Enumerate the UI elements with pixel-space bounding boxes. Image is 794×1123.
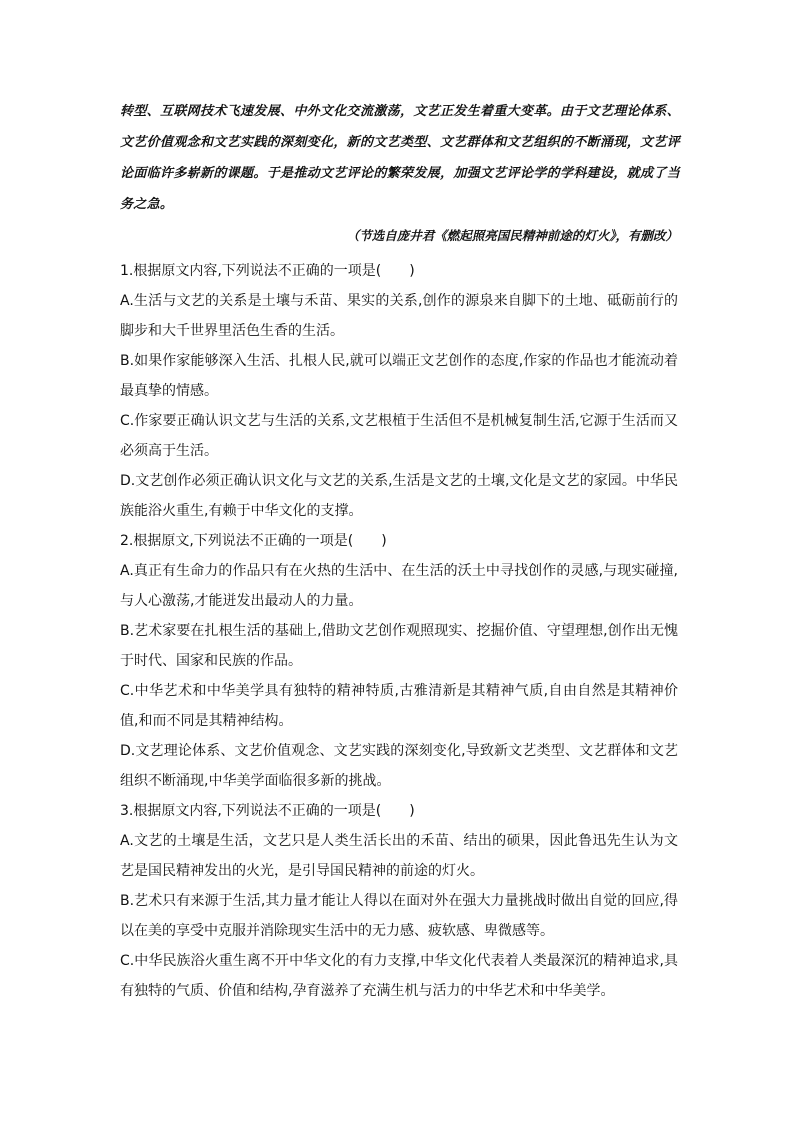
question-1 (120, 256, 678, 526)
question-3 (120, 796, 678, 1006)
question-2-title: 2.根据原文,下列说法不正确的一项是( ) (120, 533, 387, 549)
passage-paragraph: 转型、互联网技术飞速发展、中外文化交流激荡，文艺正发生着重大变革。由于文艺理论体系、文艺价值观念和文艺实践的深刻变化，新的文艺类型、文艺群体和文艺组织的不断涌现，文艺评论面临许多崭新的课题。于是推动文艺评论的繁荣发展，加强文艺评论学的学科建设，就成了当务之急。 (120, 104, 680, 212)
question-3-option-c: C.中华民族浴火重生离不开中华文化的有力支撑,中华文化代表着人类最深沉的精神追求,具有独特的气质、价值和结构,孕育滋养了充满生机与活力的中华艺术和中华美学。 (120, 953, 678, 999)
question-list (120, 256, 678, 1006)
question-2-option-d: D.文艺理论体系、文艺价值观念、文艺实践的深刻变化,导致新文艺类型、文艺群体和文艺组织不断涌现,中华美学面临很多新的挑战。 (120, 743, 678, 789)
question-2 (120, 526, 678, 796)
question-1-option-d: D.文艺创作必须正确认识文化与文艺的关系,生活是文艺的土壤,文化是文艺的家园。中华民族能浴火重生,有赖于中华文化的支撑。 (120, 473, 678, 519)
passage-source: （节选自庞井君《燃起照亮国民精神前途的灯火》，有删改） (346, 228, 678, 243)
question-2-option-a: A.真正有生命力的作品只有在火热的生活中、在生活的沃土中寻找创作的灵感,与现实碰撞,与人心激荡,才能迸发出最动人的力量。 (120, 563, 678, 609)
passage-excerpt (120, 96, 680, 220)
question-1-option-c: C.作家要正确认识文艺与生活的关系,文艺根植于生活但不是机械复制生活,它源于生活而又必须高于生活。 (120, 413, 678, 459)
question-1-title: 1.根据原文内容,下列说法不正确的一项是( ) (120, 263, 415, 279)
question-2-option-c: C.中华艺术和中华美学具有独特的精神特质,古雅清新是其精神气质,自由自然是其精神价值,和而不同是其精神结构。 (120, 683, 678, 729)
question-3-option-b: B.艺术只有来源于生活,其力量才能让人得以在面对外在强大力量挑战时做出自觉的回应,得以在美的享受中克服并消除现实生活中的无力感、疲软感、卑微感等。 (120, 893, 678, 939)
question-2-option-b: B.艺术家要在扎根生活的基础上,借助文艺创作观照现实、挖掘价值、守望理想,创作出无愧于时代、国家和民族的作品。 (120, 623, 678, 669)
question-1-option-a: A.生活与文艺的关系是土壤与禾苗、果实的关系,创作的源泉来自脚下的土地、砥砺前行的脚步和大千世界里活色生香的生活。 (120, 293, 678, 339)
question-3-title: 3.根据原文内容,下列说法不正确的一项是( ) (120, 803, 415, 819)
question-3-option-a: A.文艺的土壤是生活，文艺只是人类生活长出的禾苗、结出的硕果，因此鲁迅先生认为文艺是国民精神发出的火光，是引导国民精神的前途的灯火。 (120, 833, 678, 879)
question-1-option-b: B.如果作家能够深入生活、扎根人民,就可以端正文艺创作的态度,作家的作品也才能流动着最真挚的情感。 (120, 353, 678, 399)
